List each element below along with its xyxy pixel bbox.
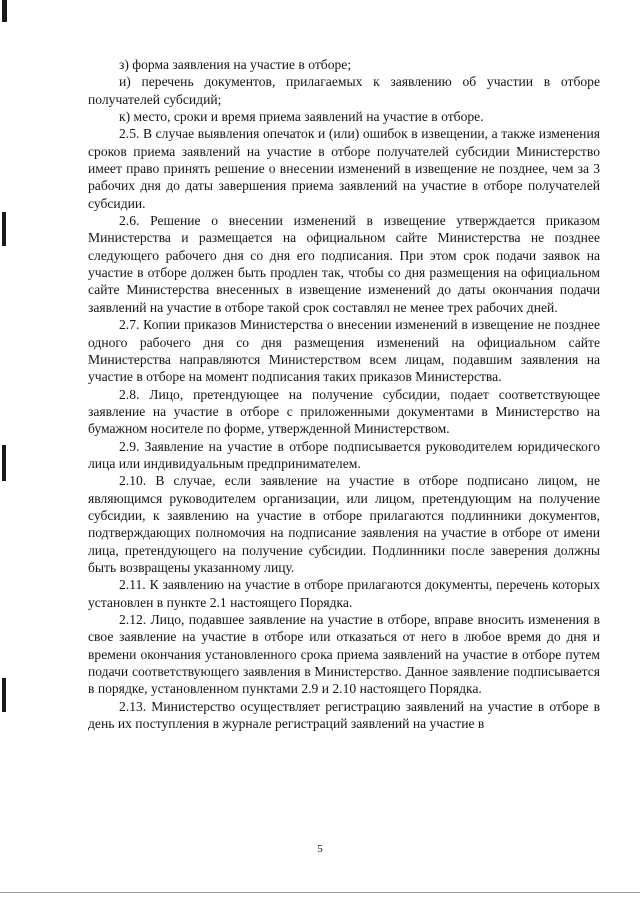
paragraph: 2.13. Министерство осуществляет регистрацию заявлений на участие в отборе в день их поступления в журнале регистраций заявлений на участие в (88, 698, 600, 732)
paragraph: 2.11. К заявлению на участие в отборе прилагаются документы, перечень которых установлен в пункте 2.1 настоящего Порядка. (88, 577, 600, 610)
paragraph: 2.7. Копии приказов Министерства о внесении изменений в извещение не позднее одного рабочего дня со дня размещения изменений на официальном сайте Министерства направляются Министерством всем лицам, подавшим заявления на участие в отборе на момент подписания таких приказов Министерства. (88, 317, 600, 385)
paragraph: 2.8. Лицо, претендующее на получение субсидии, подает соответствующее заявление на участие в отборе с приложенными документами в Министерство на бумажном носителе по форме, утвержденной Министерством. (88, 386, 600, 437)
scan-mark (2, 678, 6, 712)
paragraph: 2.10. В случае, если заявление на участие в отборе подписано лицом, не являющимся руководителем организации, или лицом, претендующим на получение субсидии, к заявлению на участие в отборе прилагаются подлинники документов, подтверждающих полномочия на подписание заявления на участие в отборе от имени лица, претендующего на получение субсидии. Подлинники после заверения должны быть возвращены указанному лицу. (88, 473, 600, 575)
scan-edge-line (0, 892, 640, 893)
scan-mark (2, 0, 7, 22)
paragraph: з) форма заявления на участие в отборе; (119, 57, 352, 72)
paragraph: к) место, сроки и время приема заявлений на участие в отборе. (119, 109, 484, 125)
page-number: 5 (317, 843, 323, 855)
paragraph: 2.5. В случае выявления опечаток и (или) ошибок в извещении, а также изменения сроков приема заявлений на участие в отборе получателей субсидии Министерство имеет право принять решение о внесении изменений в извещение не позднее, чем за 3 рабочих дня до даты завершения приема заявлений на участие в отборе получателей субсидии. (88, 126, 600, 211)
paragraph: 2.6. Решение о внесении изменений в извещение утверждается приказом Министерства и размещается на официальном сайте Министерства не позднее следующего рабочего дня со дня его подписания. При этом срок подачи заявок на участие в отборе должен быть продлен так, чтобы со дня размещения на официальном сайте Министерства внесенных в извещение изменений до даты окончания подачи заявлений на участие в отборе такой срок составлял не менее трех рабочих дней. (88, 213, 600, 315)
paragraph: 2.12. Лицо, подавшее заявление на участие в отборе, вправе вносить изменения в свое заявление на участие в отборе или отказаться от него в любое время до дня и времени окончания установленного срока приема заявлений на участие в отборе путем подачи соответствующего заявления в Министерство. Данное заявление подписывается в порядке, установленном пунктами 2.9 и 2.10 настоящего Порядка. (88, 612, 600, 697)
document-body (88, 56, 600, 732)
scan-mark (2, 212, 6, 246)
scan-mark (2, 445, 6, 481)
paragraph: и) перечень документов, прилагаемых к заявлению об участии в отборе получателей субсидий; (88, 74, 600, 107)
paragraph: 2.9. Заявление на участие в отборе подписывается руководителем юридического лица или индивидуальным предпринимателем. (88, 438, 600, 471)
